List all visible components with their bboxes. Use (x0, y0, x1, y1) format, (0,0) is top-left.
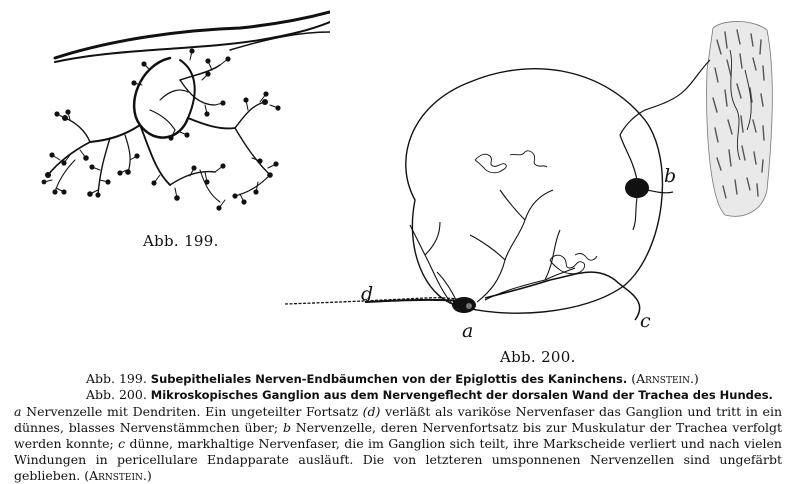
caption-200-prefix: Abb. 200. (86, 387, 147, 402)
legend-b: b (282, 420, 291, 435)
legend-a: a (14, 404, 22, 419)
figure-200-illustration (285, 10, 785, 350)
ganglion-capsule (406, 69, 663, 313)
figure-200-label: Abb. 200. (500, 348, 576, 366)
caption-200 (86, 387, 773, 403)
figure-200-letter-d: d (361, 283, 374, 305)
legend-text-1: Nervenzelle mit Dendriten. Ein ungeteilter Fortsatz (21, 404, 363, 419)
legend-d: (d) (362, 404, 381, 419)
figure-199-label: Abb. 199. (143, 232, 219, 250)
caption-199-author: (Arnstein.) (631, 371, 699, 386)
legend-text-2: verläßt als variköse Nervenfaser das Ganglion und tritt in ein dünnes, blasses Nervenstämmchen über; (14, 404, 783, 435)
legend-author: (Arnstein.) (84, 468, 152, 483)
figure-200-letter-c: c (640, 310, 651, 332)
caption-199-prefix: Abb. 199. (86, 371, 147, 386)
legend-text-4: dünne, markhaltige Nervenfaser, die im Ganglion sich teilt, ihre Markscheide verliert und nach vielen Windungen in pericellulare Endapparate ausläuft. Die von letzteren umsponnenen Nervenzellen sind ungefärbt geblieben. (14, 436, 782, 483)
nerve-cell-b (620, 60, 710, 230)
trachea-muscle-tissue (707, 21, 773, 216)
figure-200-letter-a: a (462, 320, 474, 342)
legend-text-3: Nervenzelle, deren Nervenfortsatz bis zur Muskulatur der Trachea verfolgt werden konnte; (14, 420, 782, 451)
caption-200-title: Mikroskopisches Ganglion aus dem Nervengeflecht der dorsalen Wand der Trachea des Hundes. (150, 388, 773, 402)
legend-c: c (118, 436, 126, 451)
ganglion-drawing (285, 10, 785, 350)
caption-199 (86, 371, 699, 387)
figure-200-letter-b: b (664, 165, 677, 187)
figure-legend (14, 404, 782, 484)
pericellular-endings (475, 151, 597, 274)
caption-199-title: Subepitheliales Nerven-Endbäumchen von der Epiglottis des Kaninchens. (150, 372, 628, 386)
